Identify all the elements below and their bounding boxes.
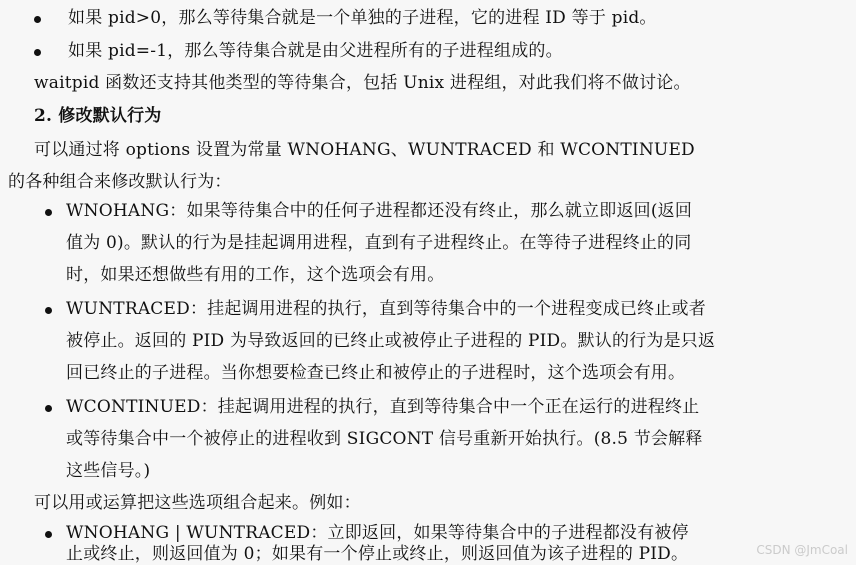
text-line: 或等待集合中一个被停止的进程收到 SIGCONT 信号重新开始执行。(8.5 节会解释 xyxy=(66,429,703,449)
watermark-text: CSDN @JmCoal xyxy=(756,543,848,557)
text-line: 被停止。返回的 PID 为导致返回的已终止或被停止子进程的 PID。默认的行为是只返 xyxy=(66,331,716,351)
section-heading: 2. 修改默认行为 xyxy=(34,106,162,126)
text-line: 时，如果还想做些有用的工作，这个选项会有用。 xyxy=(66,265,445,285)
bullet-icon xyxy=(45,405,52,412)
text-line: WNOHANG：如果等待集合中的任何子进程都还没有终止，那么就立即返回(返回 xyxy=(66,201,693,221)
text-line: WUNTRACED：挂起调用进程的执行，直到等待集合中的一个进程变成已终止或者 xyxy=(66,299,706,319)
paragraph-line: 可以通过将 options 设置为常量 WNOHANG、WUNTRACED 和 WCONTINUED xyxy=(34,140,695,160)
paragraph-line: waitpid 函数还支持其他类型的等待集合，包括 Unix 进程组，对此我们将不做讨论。 xyxy=(34,73,691,93)
paragraph-line: 的各种组合来修改默认行为： xyxy=(8,172,232,192)
bullet-icon xyxy=(45,531,52,538)
text-line: 如果 pid=-1，那么等待集合就是由父进程所有的子进程组成的。 xyxy=(68,41,563,61)
text-line: 回已终止的子进程。当你想要检查已终止和被停止的子进程时，这个选项会有用。 xyxy=(66,363,686,383)
bullet-icon xyxy=(45,209,52,216)
bullet-icon xyxy=(34,49,41,56)
bullet-icon xyxy=(45,307,52,314)
text-line: 值为 0)。默认的行为是挂起调用进程，直到有子进程终止。在等待子进程终止的同 xyxy=(66,233,692,253)
paragraph-line: 可以用或运算把这些选项组合起来。例如： xyxy=(34,493,361,513)
text-line: 止或终止，则返回值为 0；如果有一个停止或终止，则返回值为该子进程的 PID。 xyxy=(66,544,689,564)
text-line: WNOHANG | WUNTRACED：立即返回，如果等待集合中的子进程都没有被停 xyxy=(66,523,689,543)
text-line: 如果 pid>0，那么等待集合就是一个单独的子进程，它的进程 ID 等于 pid。 xyxy=(68,8,657,28)
text-line: WCONTINUED：挂起调用进程的执行，直到等待集合中一个正在运行的进程终止 xyxy=(66,397,700,417)
bullet-icon xyxy=(34,16,41,23)
text-line: 这些信号。) xyxy=(66,461,151,481)
